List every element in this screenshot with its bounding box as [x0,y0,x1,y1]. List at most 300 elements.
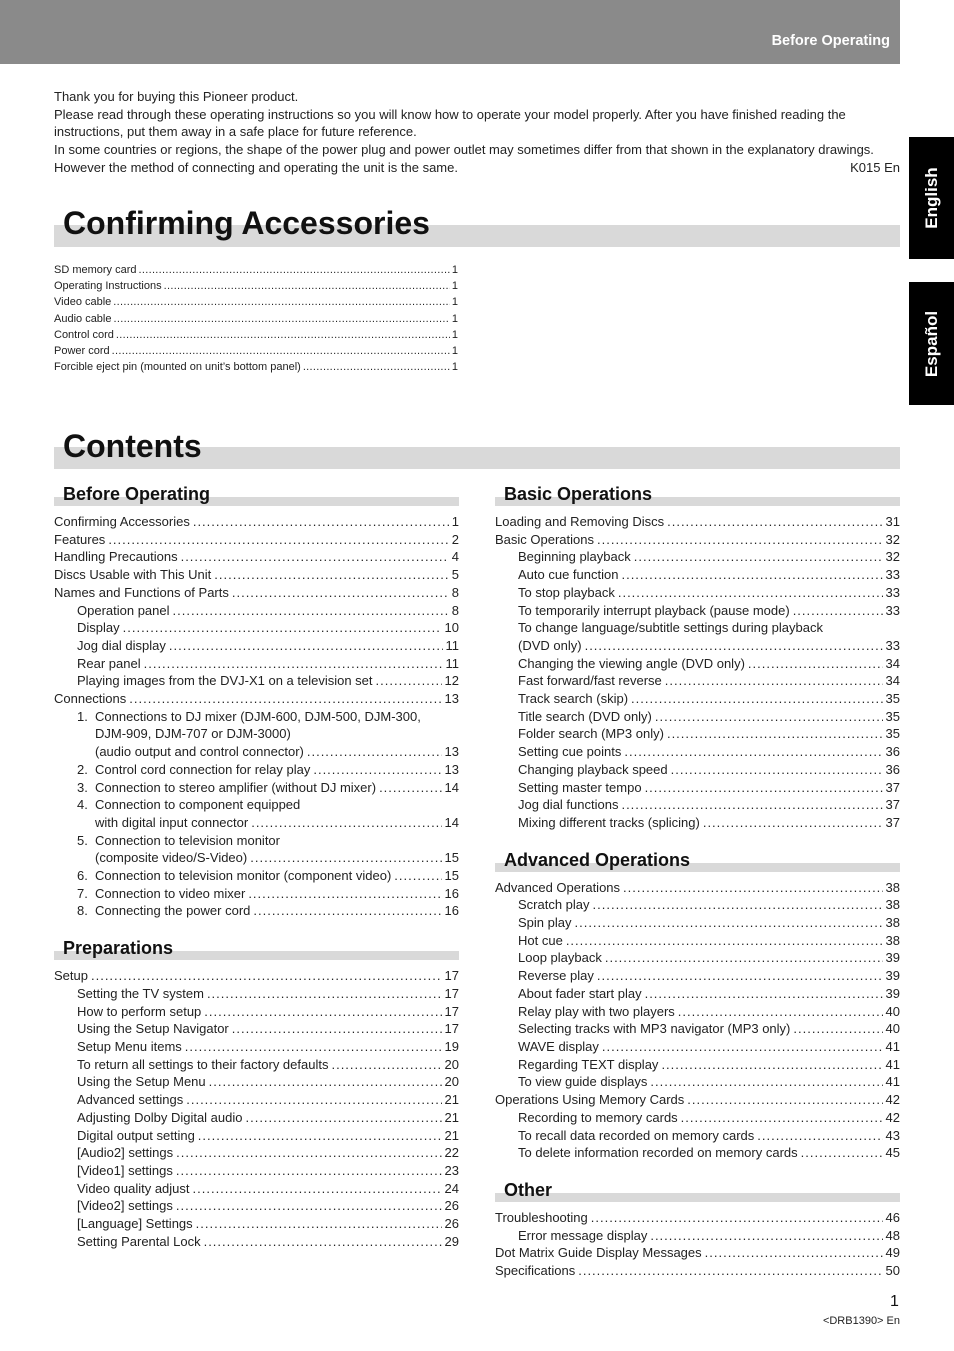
dot-leader [245,1109,441,1127]
toc-section-title: Advanced Operations [504,849,691,870]
toc-entry[interactable] [54,885,459,903]
toc-entry-page: 41 [885,1038,900,1054]
dot-leader [173,602,449,620]
toc-section-title: Before Operating [63,484,211,504]
toc-entry[interactable] [54,548,459,566]
dot-leader [793,602,883,620]
toc-entry[interactable] [495,743,900,761]
toc-entry-label: Operation panel [77,602,170,618]
toc-entry-label: Selecting tracks with MP3 navigator (MP3 only) [518,1021,791,1037]
dot-leader [655,708,883,726]
toc-entry-label: Jog dial display [77,637,166,653]
toc-entry-label: To temporarily interrupt playback (pause mode) [518,602,790,618]
dot-leader [645,779,883,797]
dot-leader [634,548,883,566]
toc-entry-page: 39 [885,985,900,1001]
toc-entry-page: 33 [885,567,900,583]
toc-entry-page: 45 [885,1145,900,1161]
toc-entry[interactable] [54,1056,459,1074]
toc-entry-label: Track search (skip) [518,691,629,707]
toc-entry[interactable] [495,725,900,743]
intro-line-2: Please read through these operating instructions so you will know how to operate your model properly. After you have finished reading the instructions, put them away in a safe place for future reference. [54,106,846,140]
toc-entry-page: 14 [444,814,459,830]
dot-leader [209,1073,442,1091]
toc-entry-label: (composite video/S-Video) [95,850,248,866]
dot-leader [116,327,450,343]
dot-leader [169,637,443,655]
dot-leader [624,743,882,761]
dot-leader [602,1038,883,1056]
toc-entry-page: 11 [445,637,459,653]
intro-code: K015 En [850,159,900,175]
header-title: Before Operating [771,33,890,49]
toc-entry-label: Mixing different tracks (splicing) [518,814,700,830]
toc-entry-label: Connections [54,691,127,707]
toc-entry-label-line: Connection to television monitor [95,832,280,848]
dot-leader [671,761,883,779]
toc-entry[interactable] [54,779,459,797]
toc-entry-label: Advanced settings [77,1092,184,1108]
page-number: 1 [890,1293,899,1310]
dot-leader [164,278,450,294]
toc-entry-page: 13 [444,744,459,760]
dot-leader [578,1262,882,1280]
toc-entry[interactable] [495,949,900,967]
toc-entry-page: 37 [885,797,900,813]
dot-leader [665,672,883,690]
toc-entry-page: 21 [444,1092,459,1108]
dot-leader [251,814,441,832]
toc-entry-page: 20 [444,1074,459,1090]
toc-entry[interactable] [495,814,900,832]
toc-entry-page: 42 [885,1109,900,1125]
toc-entry-label: Loading and Removing Discs [495,514,665,529]
accessories-heading: Confirming Accessories [63,205,430,241]
toc-entry[interactable] [54,1003,459,1021]
toc-entry[interactable] [54,761,459,779]
toc-entry-label: Playing images from the DVJ-X1 on a television set [77,673,373,689]
toc-entry[interactable] [495,1003,900,1021]
toc-entry [54,278,458,294]
toc-entry-label: Relay play with two players [518,1003,675,1019]
toc-entry[interactable] [54,985,459,1003]
dot-leader [667,725,883,743]
toc-entry-page: 13 [444,761,459,777]
toc-entry[interactable] [54,637,459,655]
intro-text [54,88,900,177]
dot-leader [593,896,883,914]
toc-entry-label: WAVE display [518,1038,599,1054]
toc-entry-label: Folder search (MP3 only) [518,726,664,742]
toc-entry[interactable] [54,1215,459,1233]
toc-entry-page: 21 [444,1127,459,1143]
dot-leader [307,743,442,761]
toc-entry-label: Setting master tempo [518,779,642,795]
toc-entry-number: 2. [77,761,88,777]
toc-entry-label: To stop playback [518,584,615,600]
toc-entry[interactable] [495,1144,900,1162]
dot-leader [144,655,443,673]
toc-entry-page: 32 [885,549,900,565]
toc-entry [54,311,458,327]
toc-entry-page: 17 [444,1003,459,1019]
toc-entry[interactable] [54,1180,459,1198]
tab-espanol-label: Español [921,310,941,377]
toc-entry-page: 13 [444,691,459,707]
toc-entry-label: Connection to television monitor (component video) [95,868,392,884]
toc-entry-label: Rear panel [77,655,141,671]
toc-entry-number: 8. [77,903,88,919]
toc-entry[interactable] [495,967,900,985]
toc-entry[interactable] [54,584,459,602]
toc-entry[interactable] [495,761,900,779]
toc-entry-page: 29 [444,1233,459,1249]
toc-entry-page: 21 [444,1109,459,1125]
toc-entry-number: 4. [77,797,88,813]
dot-leader [214,566,449,584]
dot-leader [232,584,449,602]
dot-leader [748,655,883,673]
dot-leader [207,985,442,1003]
dot-leader [661,1056,882,1074]
toc-entry[interactable] [54,1091,459,1109]
toc-entry[interactable] [495,637,900,655]
toc-entry-page: 26 [444,1216,459,1232]
toc-entry-page: 31 [885,514,900,529]
toc-entry-label: Loop playback [518,950,602,966]
toc-entry[interactable] [495,985,900,1003]
dot-leader [667,513,882,531]
toc-entry[interactable] [495,708,900,726]
toc-entry-page: 2 [451,531,459,547]
dot-leader [176,1197,442,1215]
toc-entry-label: Audio cable [54,312,112,325]
toc-entry-page: 39 [885,968,900,984]
toc-entry-label: Discs Usable with This Unit [54,567,212,583]
toc-section-header [54,938,459,966]
dot-leader [113,294,450,310]
intro-line-3 [54,141,900,176]
toc-entry[interactable] [495,1109,900,1127]
toc-entry[interactable] [54,1144,459,1162]
toc-entry-label-line: Connections to DJ mixer (DJM-600, DJM-500, DJM-300, [95,708,421,724]
toc-entry[interactable] [54,867,459,885]
toc-entry[interactable] [54,1020,459,1038]
toc-entry-label: Hot cue [518,932,563,948]
toc-section-title: Basic Operations [504,484,653,504]
toc-entry-page: 36 [885,744,900,760]
intro-line-1: Thank you for buying this Pioneer product. [54,89,299,104]
dot-leader [196,1215,442,1233]
toc-entry-label: To view guide displays [518,1074,648,1090]
toc-entry-label: Control cord connection for relay play [95,761,311,777]
toc-entry[interactable] [495,896,900,914]
toc-entry[interactable] [495,1091,900,1109]
toc-entry[interactable] [54,513,459,531]
toc-entry-label: SD memory card [54,264,137,276]
toc-entry-label: Auto cue function [518,567,619,583]
toc-entry-page: 24 [444,1180,459,1196]
toc-entry-page: 1 [451,312,458,325]
dot-leader [621,796,882,814]
toc-entry[interactable] [54,1233,459,1251]
toc-entry[interactable] [495,1127,900,1145]
section-heading-band [495,1193,900,1202]
dot-leader [631,690,882,708]
toc-section [495,850,900,1162]
toc-entry-label: Using the Setup Navigator [77,1021,229,1037]
toc-section-header [54,484,459,512]
toc-entry-page: 42 [885,1092,900,1108]
toc-entry-page: 46 [885,1209,900,1225]
toc-entry-page: 22 [444,1145,459,1161]
toc-entry-page: 48 [885,1227,900,1243]
toc-entry [54,327,458,343]
toc-entry-page: 38 [885,897,900,913]
toc-entry-label-line: To change language/subtitle settings during playback [518,620,823,636]
toc-entry[interactable] [495,1038,900,1056]
toc-entry[interactable] [495,1209,900,1227]
dot-leader [801,1144,883,1162]
toc-entry-label: Confirming Accessories [54,514,190,529]
toc-entry-label: [Video2] settings [77,1198,173,1214]
toc-entry[interactable] [495,779,900,797]
toc-entry-label: Setup [54,968,88,984]
dot-leader [176,1162,442,1180]
tab-english[interactable] [909,137,954,259]
toc-entry-page: 23 [444,1162,459,1178]
toc-entry-page: 11 [445,655,459,671]
toc-entry-page: 15 [444,868,459,884]
toc-entry-continued [54,725,459,743]
dot-leader [185,1038,442,1056]
toc-entry[interactable] [495,655,900,673]
toc-entry-label: About fader start play [518,985,642,1001]
toc-entry[interactable] [54,1127,459,1145]
toc-entry[interactable] [54,690,459,708]
toc-entry-number: 6. [77,868,88,884]
toc-entry-label: Error message display [518,1227,648,1243]
toc-entry-label: Display [77,620,120,636]
toc-entry-label: Spin play [518,915,572,931]
dot-leader [394,867,441,885]
toc-entry-label: Video cable [54,296,112,309]
toc-entry[interactable] [495,584,900,602]
toc-entry-page: 41 [885,1056,900,1072]
dot-leader [623,879,883,897]
toc-entry-label: Scratch play [518,897,590,913]
toc-entry[interactable] [495,879,900,897]
toc-entry-page: 5 [451,567,459,583]
toc-entry[interactable] [495,1073,900,1091]
toc-entry[interactable] [54,1038,459,1056]
dot-leader [204,1003,441,1021]
toc-entry-label: Jog dial functions [518,797,619,813]
toc-entry[interactable] [54,849,459,867]
toc-entry-page: 37 [885,814,900,830]
dot-leader [621,566,882,584]
toc-entry-label-line: Connection to component equipped [95,797,301,813]
toc-entry-page: 33 [885,637,900,653]
toc-entry-page: 16 [444,903,459,919]
dot-leader [193,1180,442,1198]
dot-leader [198,1127,442,1145]
contents-column-right [495,484,900,1298]
dot-leader [379,779,441,797]
intro-line-3-text: In some countries or regions, the shape of the power plug and power outlet may sometimes differ from that shown in the explanatory drawings. However the method of connecting and operating the unit is the same. [54,142,874,175]
toc-entry-label: Setting cue points [518,744,622,760]
toc-entry[interactable] [495,1244,900,1262]
toc-entry[interactable] [495,1262,900,1280]
toc-entry-label: (DVD only) [518,637,582,653]
toc-entry[interactable] [495,1227,900,1245]
toc-entry-page: 32 [885,531,900,547]
toc-entry-label: Connection to stereo amplifier (without DJ mixer) [95,779,377,795]
toc-entry[interactable] [495,513,900,531]
toc-entry-page: 38 [885,915,900,931]
dot-leader [112,343,450,359]
toc-entry-label: How to perform setup [77,1003,202,1019]
toc-entry[interactable] [495,690,900,708]
toc-entry-page: 26 [444,1198,459,1214]
toc-entry-page: 34 [885,655,900,671]
contents-column-left [54,484,459,1268]
dot-leader [129,690,441,708]
toc-entry[interactable] [495,914,900,932]
toc-entry[interactable] [54,602,459,620]
toc-entry-label: Adjusting Dolby Digital audio [77,1109,243,1125]
dot-leader [574,914,882,932]
dot-leader [108,531,448,549]
toc-entry[interactable] [54,531,459,549]
toc-entry-continued [495,619,900,637]
toc-entry-page: 8 [451,602,459,618]
toc-entry-page: 17 [444,968,459,984]
toc-entry-label: with digital input connector [95,814,249,830]
toc-entry-continued [54,796,459,814]
toc-entry-page: 17 [444,1021,459,1037]
dot-leader [793,1020,882,1038]
toc-entry-label: Using the Setup Menu [77,1074,206,1090]
dot-leader [597,967,883,985]
dot-leader [250,849,441,867]
toc-section-title: Other [504,1179,553,1200]
toc-entry[interactable] [495,1020,900,1038]
toc-entry[interactable] [54,1162,459,1180]
dot-leader [645,985,883,1003]
toc-entry[interactable] [495,932,900,950]
document-code: <DRB1390> En [822,1315,900,1327]
toc-entry[interactable] [495,531,900,549]
toc-entry[interactable] [495,672,900,690]
toc-entry-page: 10 [444,620,459,636]
toc-entry-page: 14 [444,779,459,795]
toc-entry-label: Connection to video mixer [95,885,246,901]
toc-entry-page: 1 [451,280,458,293]
toc-entry[interactable] [54,655,459,673]
dot-leader [313,761,441,779]
toc-entry[interactable] [54,672,459,690]
dot-leader [757,1127,882,1145]
contents-heading: Contents [63,428,202,464]
toc-entry [54,262,458,278]
toc-section [54,938,459,1250]
toc-entry[interactable] [54,566,459,584]
toc-entry-page: 1 [451,264,458,276]
toc-entry[interactable] [54,743,459,761]
toc-entry-label: [Video1] settings [77,1162,173,1178]
toc-section-title: Preparations [63,938,174,959]
toc-entry-number: 1. [77,708,88,724]
toc-entry[interactable] [495,1056,900,1074]
accessories-list [54,262,458,375]
dot-leader [618,584,883,602]
toc-entry-label: To recall data recorded on memory cards [518,1127,755,1143]
toc-entry-label: Advanced Operations [495,879,621,895]
toc-entry[interactable] [495,566,900,584]
dot-leader [193,513,449,531]
dot-leader [650,1227,882,1245]
toc-entry-label: Dot Matrix Guide Display Messages [495,1245,702,1261]
dot-leader [376,672,442,690]
toc-entry-page: 1 [451,361,458,374]
tab-espanol[interactable] [909,282,954,405]
toc-section [54,484,459,920]
toc-entry-page: 50 [885,1263,900,1279]
toc-entry-label: Features [54,531,106,547]
toc-entry-label: Setting Parental Lock [77,1233,201,1249]
toc-entry-continued [54,832,459,850]
toc-entry-label: Digital output setting [77,1127,195,1143]
toc-entry-page: 35 [885,691,900,707]
toc-entry[interactable] [54,902,459,920]
toc-entry-page: 35 [885,726,900,742]
toc-entry [54,343,458,359]
toc-entry-page: 39 [885,950,900,966]
toc-entry-label: Names and Functions of Parts [54,584,229,600]
toc-entry[interactable] [495,796,900,814]
toc-entry-label: Operations Using Memory Cards [495,1092,685,1108]
toc-entry-label: Title search (DVD only) [518,708,652,724]
toc-entry[interactable] [54,1197,459,1215]
dot-leader [591,1209,883,1227]
toc-entry[interactable] [495,548,900,566]
toc-entry-label: Basic Operations [495,531,594,547]
toc-entry-page: 37 [885,779,900,795]
toc-entry-page: 36 [885,761,900,777]
toc-entry-label: Specifications [495,1263,576,1279]
toc-entry-page: 16 [444,885,459,901]
toc-entry-page: 20 [444,1056,459,1072]
toc-entry[interactable] [54,619,459,637]
toc-entry[interactable] [54,1073,459,1091]
dot-leader [253,902,441,920]
dot-leader [204,1233,442,1251]
toc-entry-label: (audio output and control connector) [95,744,304,760]
toc-entry[interactable] [54,814,459,832]
toc-entry-page: 43 [885,1127,900,1143]
toc-entry-number: 3. [77,779,88,795]
toc-entry[interactable] [54,1109,459,1127]
toc-entry-page: 40 [885,1003,900,1019]
toc-entry-label: Reverse play [518,968,594,984]
toc-entry-page: 4 [451,549,459,565]
toc-entry-number: 7. [77,885,88,901]
toc-entry[interactable] [495,602,900,620]
toc-entry-label: Setting the TV system [77,985,204,1001]
dot-leader [705,1244,883,1262]
toc-entry[interactable] [54,967,459,985]
